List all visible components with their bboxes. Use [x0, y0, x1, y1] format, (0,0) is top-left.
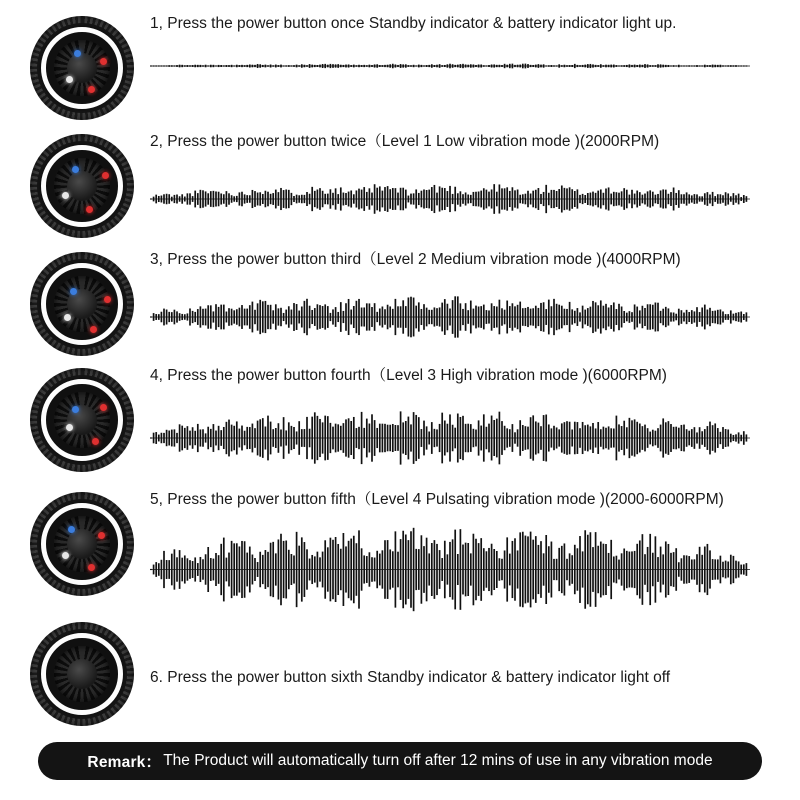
hub	[54, 646, 110, 702]
step-caption-5: 5, Press the power button fifth（Level 4 Pulsating vibration mode )(2000-6000RPM)	[150, 491, 724, 508]
led-blue	[74, 50, 81, 57]
waveform-container-4	[150, 398, 790, 478]
hub	[54, 392, 110, 448]
remark-bar	[38, 742, 762, 780]
step-text-4	[136, 366, 800, 478]
step-caption-6: 6. Press the power button sixth Standby indicator & battery indicator light off	[150, 669, 671, 686]
waveform-container-5	[150, 522, 790, 617]
led-red-2	[90, 326, 97, 333]
step-row-2	[0, 132, 800, 240]
led-white	[62, 192, 69, 199]
led-blue	[72, 406, 79, 413]
device-illustration-2	[28, 132, 136, 240]
led-white	[64, 314, 71, 321]
waveform-level-1	[150, 164, 750, 234]
step-text-5	[136, 490, 800, 617]
step-row-1	[0, 14, 800, 122]
led-blue	[68, 526, 75, 533]
step-caption-1: 1, Press the power button once Standby indicator & battery indicator light up.	[150, 15, 677, 32]
led-red-2	[86, 206, 93, 213]
device-illustration-3	[28, 250, 136, 358]
led-red-2	[92, 438, 99, 445]
step-row-3	[0, 250, 800, 358]
waveform-level-4	[150, 522, 750, 617]
remark-label: Remark：	[87, 754, 162, 771]
device-illustration-6	[28, 620, 136, 728]
hub	[54, 276, 110, 332]
hub	[54, 158, 110, 214]
device-illustration-4	[28, 366, 136, 474]
device-illustration-1	[28, 14, 136, 122]
led-white	[66, 76, 73, 83]
hub	[54, 516, 110, 572]
step-text-2	[136, 132, 800, 234]
led-red	[100, 404, 107, 411]
led-red	[98, 532, 105, 539]
waveform-container-3	[150, 282, 790, 352]
led-red	[100, 58, 107, 65]
step-text-6	[136, 620, 800, 688]
step-caption-3: 3, Press the power button third（Level 2 Medium vibration mode )(4000RPM)	[150, 251, 681, 268]
waveform-level-3	[150, 398, 750, 478]
hub	[54, 40, 110, 96]
remark-text: The Product will automatically turn off after 12 mins of use in any vibration mode	[163, 752, 713, 769]
step-caption-4: 4, Press the power button fourth（Level 3 High vibration mode )(6000RPM)	[150, 367, 667, 384]
led-red	[102, 172, 109, 179]
waveform-standby	[150, 46, 750, 86]
step-caption-2: 2, Press the power button twice（Level 1 Low vibration mode )(2000RPM)	[150, 133, 660, 150]
waveform-container-2	[150, 164, 790, 234]
device-illustration-5	[28, 490, 136, 598]
step-text-3	[136, 250, 800, 352]
led-white	[66, 424, 73, 431]
led-red	[104, 296, 111, 303]
led-white	[62, 552, 69, 559]
led-red-2	[88, 564, 95, 571]
step-row-6	[0, 620, 800, 728]
step-row-4	[0, 366, 800, 478]
led-blue	[70, 288, 77, 295]
waveform-container-1	[150, 46, 790, 86]
step-text-1	[136, 14, 800, 86]
step-row-5	[0, 490, 800, 617]
led-blue	[72, 166, 79, 173]
waveform-level-2	[150, 282, 750, 352]
led-red-2	[88, 86, 95, 93]
